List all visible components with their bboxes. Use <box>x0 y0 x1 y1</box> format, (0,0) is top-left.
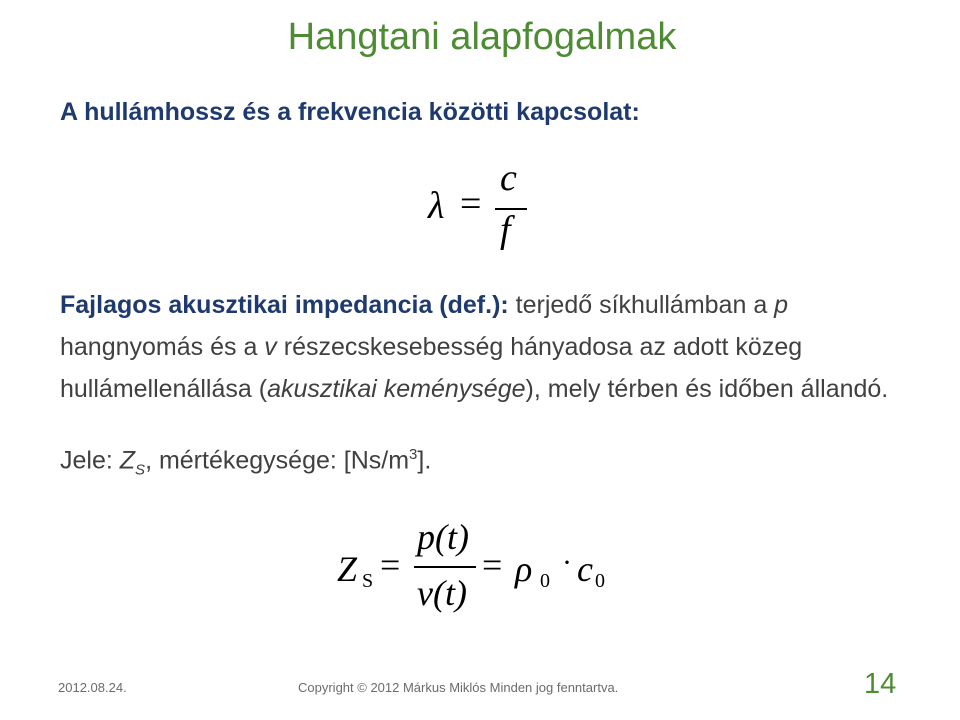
rho-subscript: 0 <box>540 570 550 592</box>
italic-term: akusztikai keménysége <box>267 375 526 403</box>
equals-sign: = <box>380 545 401 585</box>
z-symbol: Z <box>119 446 136 475</box>
rho-symbol: ρ <box>515 549 533 589</box>
numerator-pt: p(t) <box>417 517 469 557</box>
jele-prefix: Jele: <box>60 446 120 475</box>
definition-text: terjedő síkhullámban a <box>508 291 775 319</box>
definition-text: ), mely térben és időben állandó. <box>525 375 889 403</box>
unit-text: , mértékegysége: [Ns/m <box>145 446 410 475</box>
z-subscript: S <box>362 570 374 592</box>
footer-copyright: Copyright © 2012 Márkus Miklós Minden jog fenntartva. <box>298 680 619 695</box>
c-symbol: c <box>577 549 593 589</box>
definition-text: részecskesebesség hányadosa az adott közeg hullámellenállása ( <box>60 333 803 403</box>
denominator-f: f <box>500 209 511 251</box>
page-number: 14 <box>864 668 897 700</box>
unit-exponent: 3 <box>409 446 418 463</box>
footer-date: 2012.08.24. <box>58 680 127 695</box>
z-symbol: Z <box>337 549 358 589</box>
denominator-vt: v(t) <box>417 573 467 613</box>
multiply-dot: · <box>562 546 572 579</box>
definition-lead: Fajlagos akusztikai impedancia (def.): <box>60 291 509 319</box>
numerator-c: c <box>500 157 517 199</box>
impedance-formula <box>332 510 632 620</box>
equals-sign: = <box>460 183 482 225</box>
z-subscript: S <box>135 461 146 479</box>
jele-suffix: ]. <box>417 446 432 475</box>
equals-sign: = <box>482 545 503 585</box>
lambda-symbol: λ <box>428 185 445 227</box>
wavelength-formula <box>420 157 530 260</box>
slide-title: Hangtani alapfogalmak <box>287 16 677 58</box>
fraction-bar <box>414 566 476 568</box>
c-subscript: 0 <box>595 570 605 592</box>
var-v: v <box>264 333 277 361</box>
symbol-line <box>60 446 431 478</box>
var-p: p <box>774 291 789 319</box>
section-subtitle: A hullámhossz és a frekvencia közötti kapcsolat: <box>60 98 640 126</box>
definition-paragraph <box>60 284 920 410</box>
definition-text: hangnyomás és a <box>60 333 265 361</box>
